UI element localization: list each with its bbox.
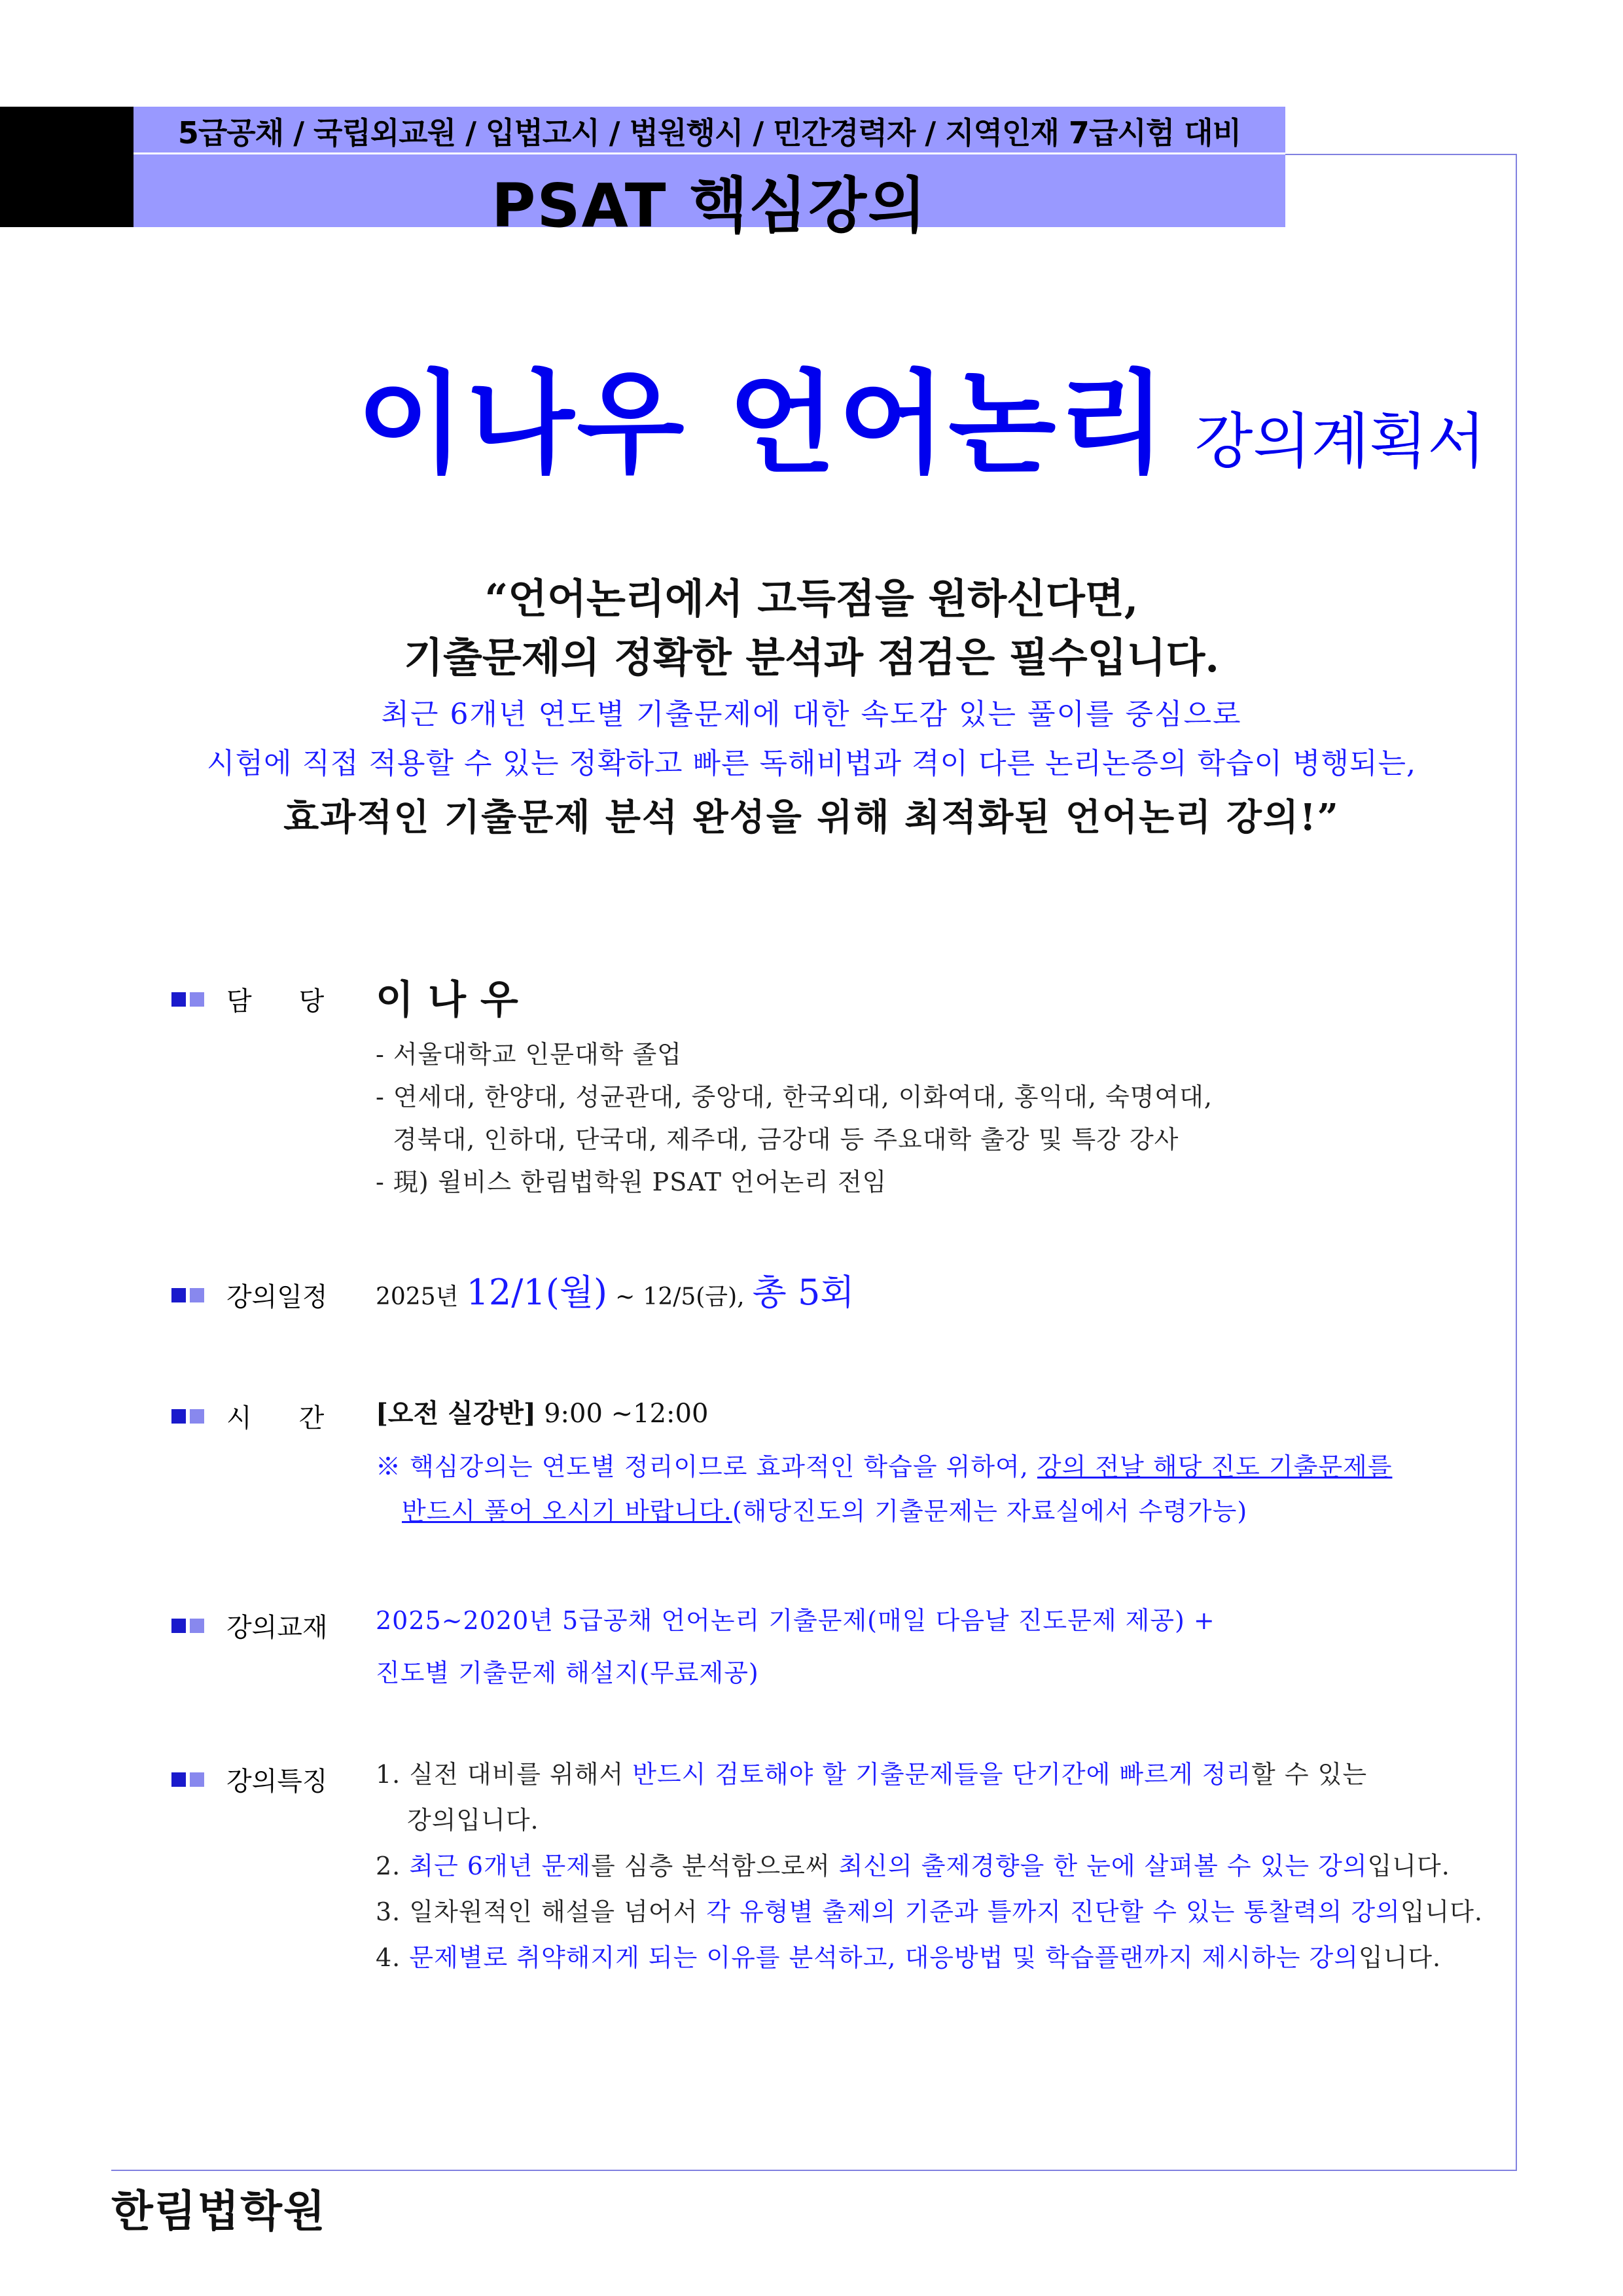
feature-item-1-cont: 강의입니다.	[407, 1806, 539, 1835]
course-type: PSAT 핵심강의	[491, 171, 928, 241]
quote-line-1: “언어논리에서 고득점을 원하신다면,	[484, 575, 1139, 622]
academy-logo: 한림법학원	[111, 2186, 327, 2236]
header-black-block	[0, 107, 134, 227]
feature-item-2: 2. 최근 6개년 문제를 심층 분석함으로써 최신의 출제경향을 한 눈에 살펴볼 수 있는 강의입니다.	[376, 1852, 1450, 1880]
instructor-bio-line: 경북대, 인하대, 단국대, 제주대, 금강대 등 주요대학 출강 및 특강 강사	[376, 1125, 1179, 1154]
feature-item-3: 3. 일차원적인 해설을 넘어서 각 유형별 출제의 기준과 틀까지 진단할 수 있는 통찰력의 강의입니다.	[376, 1897, 1484, 1926]
class-hours: 9:00 ~12:00	[544, 1399, 709, 1429]
bullet-square-icon	[190, 1772, 204, 1787]
schedule-value: 2025년 12/1(월) ~ 12/5(금), 총 5회	[376, 1272, 855, 1313]
textbook-line-1: 2025~2020년 5급공채 언어논리 기출문제(매일 다음날 진도문제 제공) +	[376, 1606, 1215, 1635]
frame-top-line	[1285, 154, 1516, 155]
time-note-line-2: 반드시 풀어 오시기 바랍니다.(해당진도의 기출문제는 자료실에서 수령가능)	[402, 1497, 1248, 1526]
quote-line-5: 효과적인 기출문제 분석 완성을 위해 최적화된 언어논리 강의!”	[283, 796, 1340, 839]
quote-line-2: 기출문제의 정확한 분석과 점검은 필수입니다.	[404, 634, 1219, 681]
bullet-square-icon	[171, 1772, 186, 1787]
instructor-name: 이나우	[376, 977, 533, 1023]
time-value	[376, 1393, 708, 1430]
quote-line-3: 최근 6개년 연도별 기출문제에 대한 속도감 있는 풀이를 중심으로	[381, 698, 1242, 731]
feature-item-4: 4. 문제별로 취약해지게 되는 이유를 분석하고, 대응방법 및 학습플랜까지 제시하는 강의입니다.	[376, 1943, 1442, 1972]
bullet-square-icon	[190, 1288, 204, 1302]
title-sub: 강의계획서	[1194, 406, 1486, 476]
section-label-instructor: 담당	[171, 980, 371, 1018]
textbook-line-2: 진도별 기출문제 해설지(무료제공)	[376, 1659, 759, 1687]
end-date: 12/5(금),	[643, 1283, 745, 1310]
section-label-features: 강의특징	[171, 1761, 328, 1798]
quote-line-4: 시험에 직접 적용할 수 있는 정확하고 빠른 독해비법과 격이 다른 논리논증의 학습이 병행되는,	[207, 747, 1416, 780]
time-note-line-1: ※ 핵심강의는 연도별 정리이므로 효과적인 학습을 위하여, 강의 전날 해당 진도 기출문제를	[376, 1452, 1393, 1481]
session-count: 총 5회	[752, 1272, 855, 1313]
bullet-square-icon	[171, 1288, 186, 1302]
bullet-square-icon	[171, 992, 186, 1007]
section-label-schedule: 강의일정	[171, 1276, 328, 1314]
instructor-bio-line: - 연세대, 한양대, 성균관대, 중앙대, 한국외대, 이화여대, 홍익대, 숙명여대,	[376, 1083, 1213, 1111]
header-band	[134, 107, 1285, 241]
feature-item-1: 1. 실전 대비를 위해서 반드시 검토해야 할 기출문제들을 단기간에 빠르게 정리할 수 있는	[376, 1760, 1368, 1789]
class-type: [오전 실강반]	[376, 1398, 536, 1429]
instructor-bio-line: - 서울대학교 인문대학 졸업	[376, 1040, 682, 1069]
header-divider	[134, 152, 1285, 154]
bullet-square-icon	[190, 992, 204, 1007]
bullet-square-icon	[190, 1409, 204, 1424]
frame-right-line	[1516, 154, 1517, 2171]
page-title	[357, 334, 1486, 494]
instructor-bio-line: - 現) 윌비스 한림법학원 PSAT 언어논리 전임	[376, 1168, 887, 1196]
bullet-square-icon	[190, 1619, 204, 1633]
section-label-textbook: 강의교재	[171, 1607, 328, 1644]
start-date: 12/1(월)	[466, 1272, 608, 1313]
bullet-square-icon	[171, 1619, 186, 1633]
section-label-time: 시간	[171, 1397, 371, 1435]
title-main: 이나우 언어논리	[356, 359, 1169, 489]
frame-bottom-line	[111, 2170, 1517, 2171]
bullet-square-icon	[171, 1409, 186, 1424]
exam-list: 5급공채 / 국립외교원 / 입법고시 / 법원행시 / 민간경력자 / 지역인재 7급시험 대비	[177, 115, 1241, 151]
